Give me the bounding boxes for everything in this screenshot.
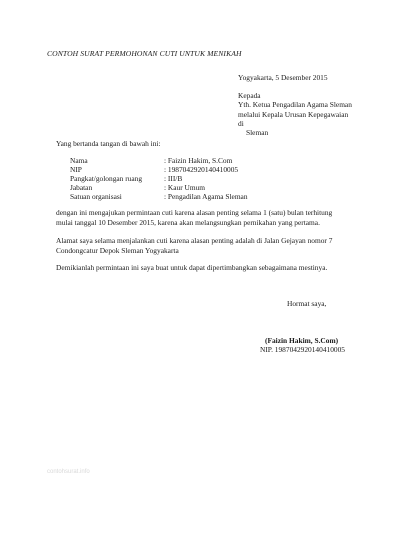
signer-nip: NIP. 198704292014041000​5: [260, 345, 345, 354]
field-label: NIP: [70, 165, 82, 174]
field-value: : Faizin Hakim, S.Com: [164, 156, 233, 165]
field-value: : 198704292014041000​5: [164, 165, 239, 174]
place-date: Yogyakarta, 5 Desember 2015: [238, 73, 328, 82]
recipient-line-5: Sleman: [246, 128, 269, 137]
field-row-position: [70, 183, 370, 192]
field-row-rank: [70, 174, 370, 183]
field-label: Satuan organisasi: [70, 192, 122, 201]
recipient-line-4: di: [238, 119, 244, 128]
paragraph-closing: Demikianlah permintaan ini saya buat untuk dapat dipertimbangkan sebagaimana mestinya.: [56, 263, 328, 272]
closing-salutation: Hormat saya,: [287, 299, 327, 308]
field-label: Jabatan: [70, 183, 93, 192]
recipient-line-3: melalui Kepala Urusan Kepegawaian: [238, 110, 349, 119]
field-label: Nama: [70, 156, 88, 165]
field-label: Pangkat/golongan ruang: [70, 174, 143, 183]
paragraph-address: Alamat saya selama menjalankan cuti karena alasan penting adalah di Jalan Gejayan nomor 7 Condongcatur Depok Sleman Yogyakarta: [56, 236, 333, 255]
recipient-line-1: Kepada: [238, 91, 261, 100]
field-value: : III/B: [164, 174, 183, 183]
field-row-name: [70, 156, 370, 165]
letter-title: CONTOH SURAT PERMOHONAN CUTI UNTUK MENIKAH: [47, 49, 242, 58]
opening-line: Yang bertanda tangan di bawah ini:: [56, 139, 161, 148]
signer-name: (Faizin Hakim, S.Com): [265, 336, 339, 345]
field-row-unit: [70, 192, 370, 201]
field-value: : Pengadilan Agama Sleman: [164, 192, 248, 201]
paragraph-request: dengan ini mengajukan permintaan cuti karena alasan penting selama 1 (satu) bulan terhitung mulai tanggal 10 Desember 2015, karena akan melangsungkan pernikahan yang pertama.: [56, 208, 333, 227]
recipient-line-2: Yth. Ketua Pengadilan Agama Sleman: [238, 100, 352, 109]
watermark: contohsurat.info: [47, 469, 90, 475]
field-row-nip: [70, 165, 370, 174]
field-value: : Kaur Umum: [164, 183, 206, 192]
